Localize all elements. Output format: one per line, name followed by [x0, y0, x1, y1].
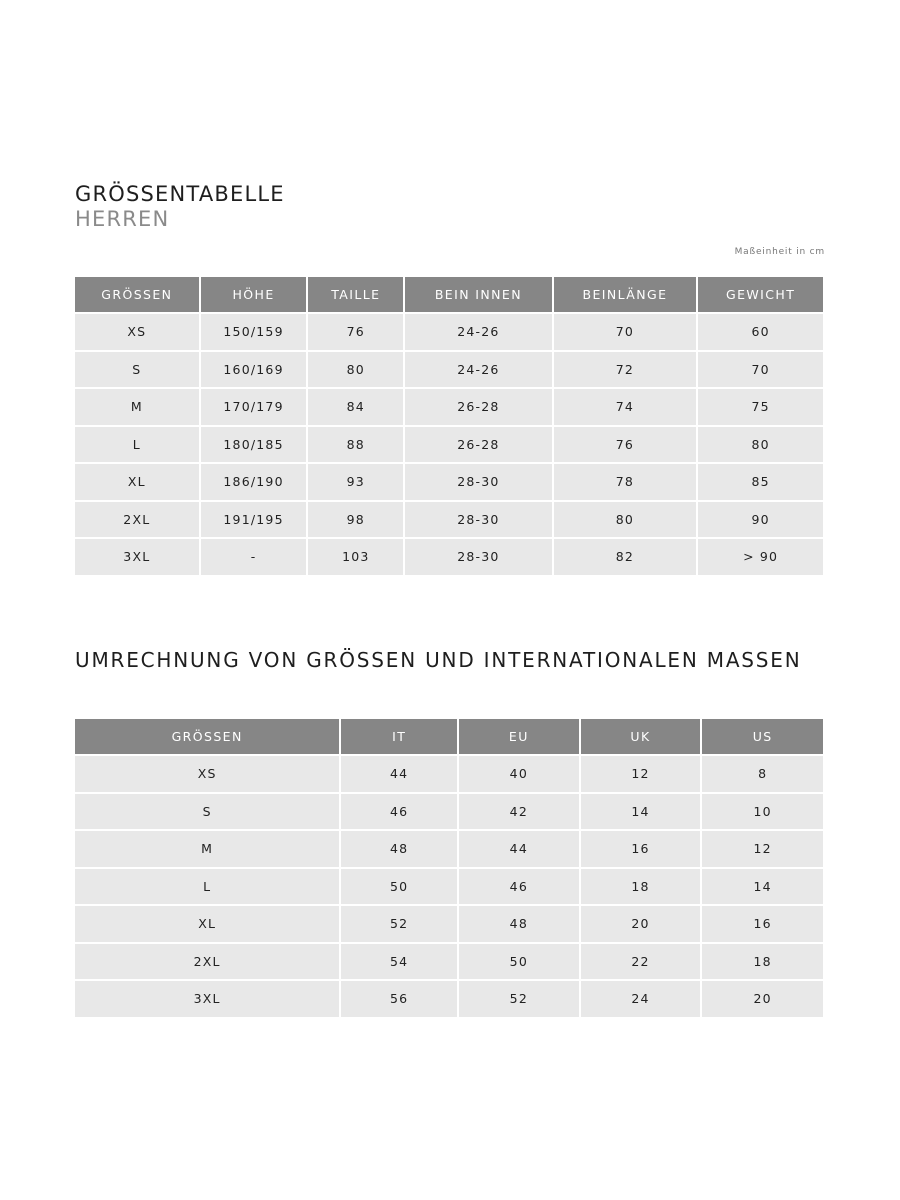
table-row: [75, 906, 823, 942]
table-cell: 98: [308, 502, 403, 538]
table-cell: 16: [702, 906, 823, 942]
table-cell: 88: [308, 427, 403, 463]
table-cell: > 90: [698, 539, 823, 575]
table-cell: 20: [702, 981, 823, 1017]
column-header-weight: GEWICHT: [698, 277, 823, 312]
table-cell: XL: [75, 464, 199, 500]
table-row: [75, 869, 823, 905]
table-cell: 8: [702, 756, 823, 792]
table-cell: 70: [698, 352, 823, 388]
column-header-leg-length: BEINLÄNGE: [554, 277, 697, 312]
table-cell: 74: [554, 389, 697, 425]
table-cell: 50: [459, 944, 579, 980]
table-cell: 75: [698, 389, 823, 425]
table-cell: 42: [459, 794, 579, 830]
table-cell: 70: [554, 314, 697, 350]
table-cell: 76: [554, 427, 697, 463]
table-row: [75, 352, 823, 388]
table-cell: M: [75, 831, 339, 867]
table-cell: 150/159: [201, 314, 307, 350]
table-cell: 84: [308, 389, 403, 425]
table-cell: 191/195: [201, 502, 307, 538]
table-cell: 28-30: [405, 464, 551, 500]
column-header-inseam: BEIN INNEN: [405, 277, 551, 312]
table-cell: 103: [308, 539, 403, 575]
column-header-waist: TAILLE: [308, 277, 403, 312]
column-header-sizes: GRÖSSEN: [75, 277, 199, 312]
table-cell: 46: [341, 794, 457, 830]
table-cell: 46: [459, 869, 579, 905]
table-cell: 22: [581, 944, 701, 980]
table-row: [75, 464, 823, 500]
table-cell: 90: [698, 502, 823, 538]
table-cell: 54: [341, 944, 457, 980]
table-cell: 14: [581, 794, 701, 830]
table-cell: 78: [554, 464, 697, 500]
table-cell: XS: [75, 314, 199, 350]
table-cell: 18: [702, 944, 823, 980]
table-cell: 52: [459, 981, 579, 1017]
table-cell: S: [75, 794, 339, 830]
table-cell: 85: [698, 464, 823, 500]
table-cell: 80: [308, 352, 403, 388]
table-cell: 14: [702, 869, 823, 905]
table-cell: 26-28: [405, 427, 551, 463]
table-row: [75, 539, 823, 575]
table-cell: 48: [459, 906, 579, 942]
page-title: GRÖSSENTABELLE: [75, 182, 285, 206]
table-cell: 26-28: [405, 389, 551, 425]
table-cell: 20: [581, 906, 701, 942]
table-row: [75, 427, 823, 463]
column-header-us: US: [702, 719, 823, 754]
table-cell: XL: [75, 906, 339, 942]
table-cell: 44: [459, 831, 579, 867]
table-cell: 2XL: [75, 502, 199, 538]
table-cell: 160/169: [201, 352, 307, 388]
table-cell: 50: [341, 869, 457, 905]
column-header-sizes: GRÖSSEN: [75, 719, 339, 754]
table-row: [75, 981, 823, 1017]
table-cell: 72: [554, 352, 697, 388]
size-conversion-table: [73, 717, 825, 1019]
table-cell: 18: [581, 869, 701, 905]
table-cell: 180/185: [201, 427, 307, 463]
table-cell: 80: [698, 427, 823, 463]
table-cell: L: [75, 427, 199, 463]
table-cell: M: [75, 389, 199, 425]
table-cell: 170/179: [201, 389, 307, 425]
table-cell: 40: [459, 756, 579, 792]
table-row: [75, 314, 823, 350]
table-cell: 48: [341, 831, 457, 867]
table-cell: 28-30: [405, 502, 551, 538]
table-cell: 16: [581, 831, 701, 867]
table-cell: 28-30: [405, 539, 551, 575]
table-cell: S: [75, 352, 199, 388]
table-cell: 12: [702, 831, 823, 867]
table-cell: 10: [702, 794, 823, 830]
table-cell: 52: [341, 906, 457, 942]
table-cell: -: [201, 539, 307, 575]
table-cell: 12: [581, 756, 701, 792]
table-cell: XS: [75, 756, 339, 792]
table-cell: 80: [554, 502, 697, 538]
table-cell: 186/190: [201, 464, 307, 500]
table-cell: L: [75, 869, 339, 905]
table-row: [75, 502, 823, 538]
table-row: [75, 794, 823, 830]
table-cell: 24-26: [405, 314, 551, 350]
table-cell: 60: [698, 314, 823, 350]
table-header-row: [75, 277, 823, 312]
table-row: [75, 756, 823, 792]
column-header-it: IT: [341, 719, 457, 754]
column-header-uk: UK: [581, 719, 701, 754]
column-header-eu: EU: [459, 719, 579, 754]
conversion-section-title: UMRECHNUNG VON GRÖSSEN UND INTERNATIONALEN MASSEN: [75, 648, 802, 672]
table-row: [75, 944, 823, 980]
page-heading: [75, 181, 285, 231]
table-cell: 2XL: [75, 944, 339, 980]
table-cell: 3XL: [75, 539, 199, 575]
table-cell: 76: [308, 314, 403, 350]
table-row: [75, 389, 823, 425]
table-cell: 93: [308, 464, 403, 500]
page-subtitle: HERREN: [75, 207, 170, 231]
size-chart-table: [73, 275, 825, 577]
table-cell: 24: [581, 981, 701, 1017]
table-cell: 24-26: [405, 352, 551, 388]
table-header-row: [75, 719, 823, 754]
table-row: [75, 831, 823, 867]
column-header-height: HÖHE: [201, 277, 307, 312]
table-cell: 44: [341, 756, 457, 792]
table-cell: 56: [341, 981, 457, 1017]
table-cell: 3XL: [75, 981, 339, 1017]
table-cell: 82: [554, 539, 697, 575]
unit-note: Maßeinheit in cm: [734, 247, 825, 257]
